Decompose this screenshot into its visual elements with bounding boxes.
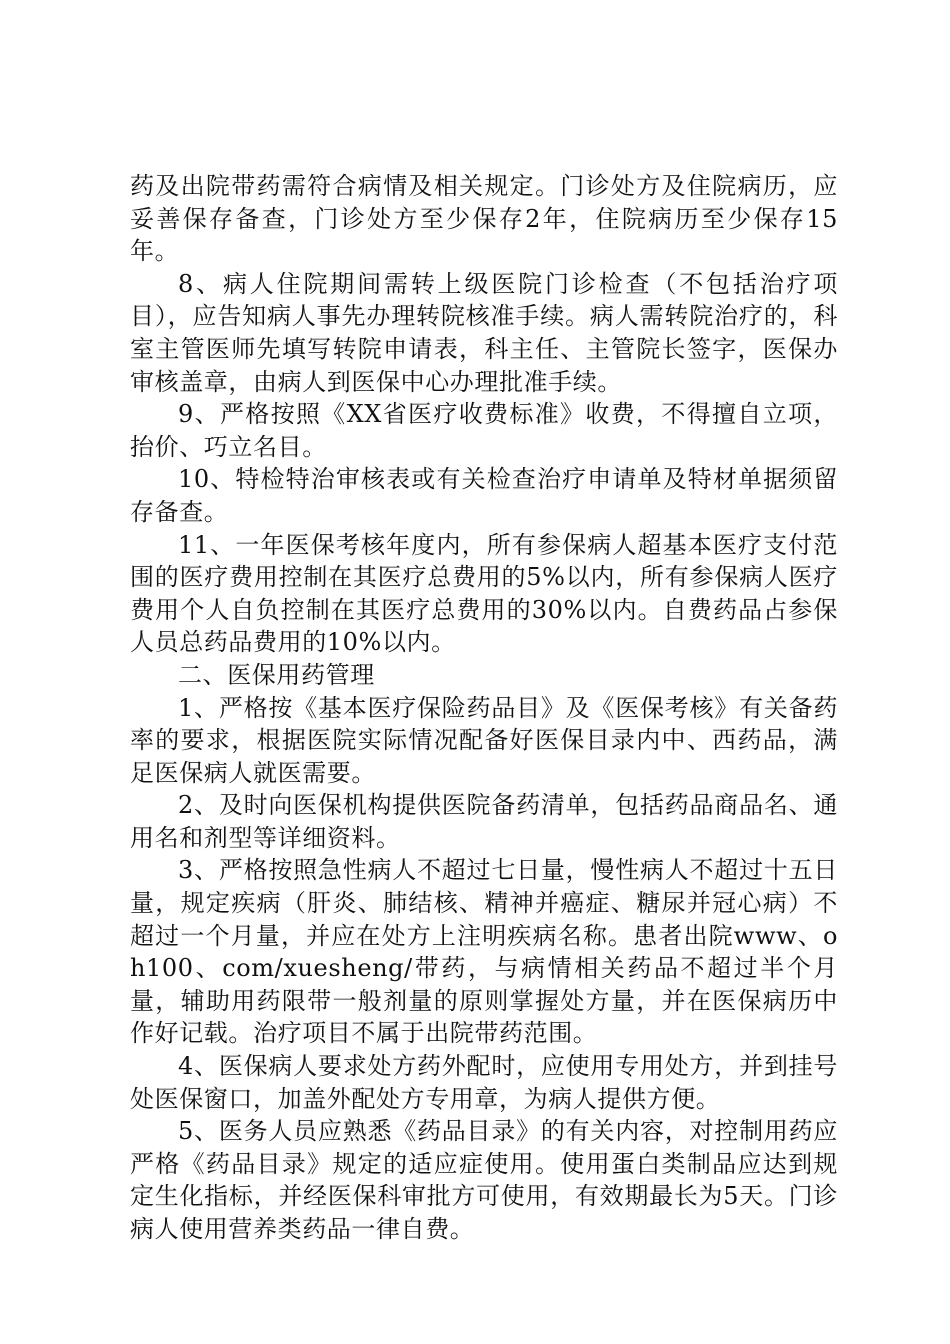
paragraph-drug-item-3: 3、严格按照急性病人不超过七日量，慢性病人不超过十五日量，规定疾病（肝炎、肺结核、精神并癌症、糖尿并冠心病）不超过一个月量，并应在处方上注明疾病名称。患者出院www、oh100、com/xuesheng/带药，与病情相关药品不超过半个月量，辅助用药限带一般剂量的原则掌握处方量，并在医保病历中作好记载。治疗项目不属于出院带药范围。 bbox=[130, 856, 838, 1048]
paragraph-item-9: 9、严格按照《XX省医疗收费标准》收费，不得擅自立项，抬价、巧立名目。 bbox=[130, 400, 838, 461]
paragraph-drug-item-2: 2、及时向医保机构提供医院备药清单，包括药品商品名、通用名和剂型等详细资料。 bbox=[130, 791, 838, 852]
paragraph-drug-item-1: 1、严格按《基本医疗保险药品目》及《医保考核》有关备药率的要求，根据医院实际情况配备好医保目录内中、西药品，满足医保病人就医需要。 bbox=[130, 693, 838, 787]
paragraph-drug-item-5: 5、医务人员应熟悉《药品目录》的有关内容，对控制用药应严格《药品目录》规定的适应症使用。使用蛋白类制品应达到规定生化指标，并经医保科审批方可使用，有效期最长为5天。门诊病人使用营养类药品一律自费。 bbox=[130, 1117, 838, 1243]
paragraph-item-10: 10、特检特治审核表或有关检查治疗申请单及特材单据须留存备查。 bbox=[130, 465, 838, 526]
paragraph-item-8: 8、病人住院期间需转上级医院门诊检查（不包括治疗项目），应告知病人事先办理转院核准手续。病人需转院治疗的，科室主管医师先填写转院申请表，科主任、主管院长签字，医保办审核盖章，由病人到医保中心办理批准手续。 bbox=[130, 269, 838, 396]
section-heading: 二、医保用药管理 bbox=[178, 660, 375, 689]
paragraph-continuation: 药及出院带药需符合病情及相关规定。门诊处方及住院病历，应妥善保存备查，门诊处方至少保存2年，住院病历至少保存15年。 bbox=[130, 172, 838, 266]
document-body bbox=[130, 170, 838, 1246]
paragraph-drug-item-4: 4、医保病人要求处方药外配时，应使用专用处方，并到挂号处医保窗口，加盖外配处方专用章，为病人提供方便。 bbox=[130, 1052, 838, 1113]
paragraph-item-11: 11、一年医保考核年度内，所有参保病人超基本医疗支付范围的医疗费用控制在其医疗总费用的5%以内，所有参保病人医疗费用个人自负控制在其医疗总费用的30%以内。自费药品占参保人员总药品费用的10%以内。 bbox=[130, 530, 838, 657]
